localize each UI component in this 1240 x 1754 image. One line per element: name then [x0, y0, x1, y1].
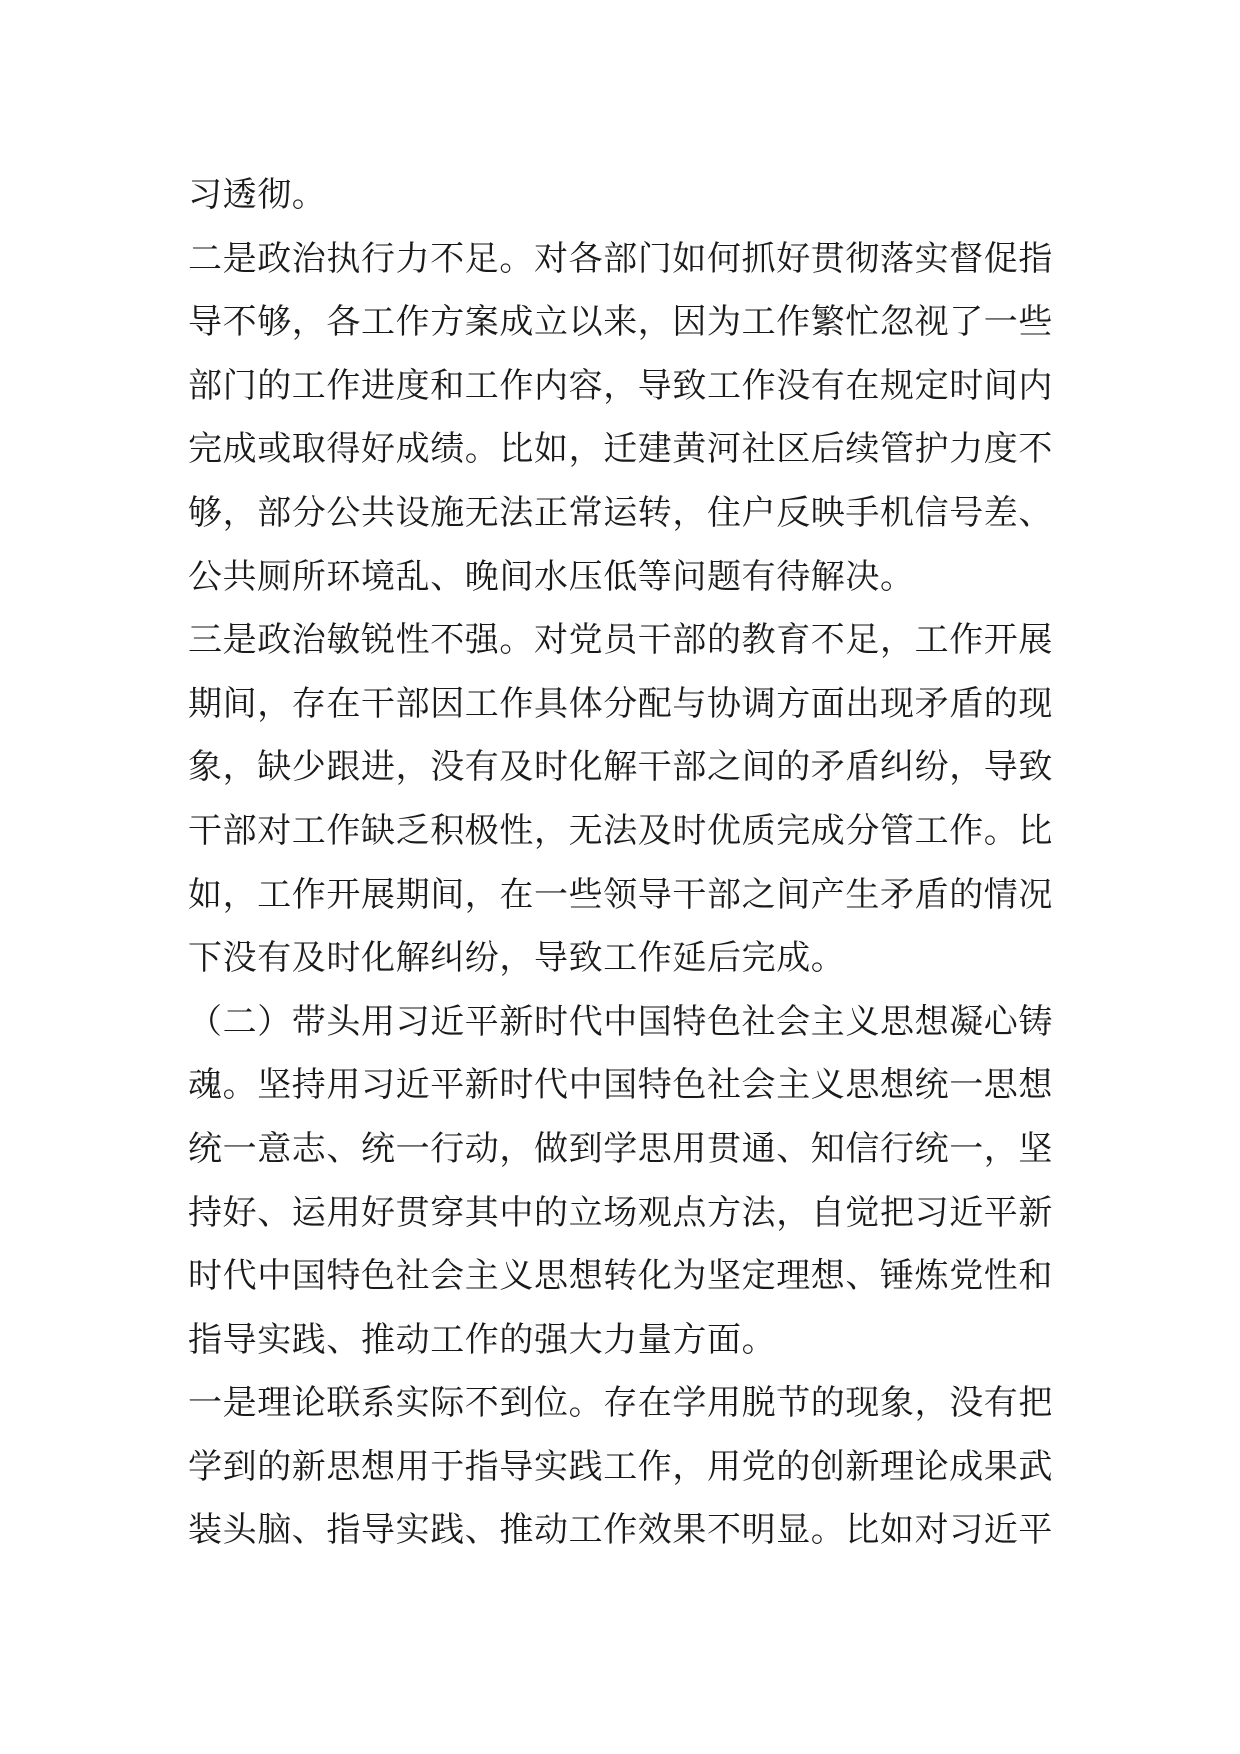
text-line: 三是政治敏锐性不强。对党员干部的教育不足，工作开展 [188, 620, 1053, 661]
text-line: 装头脑、指导实践、推动工作效果不明显。比如对习近平 [188, 1510, 1053, 1551]
text-line: 象，缺少跟进，没有及时化解干部之间的矛盾纠纷，导致 [188, 747, 1053, 788]
text-line: 导不够，各工作方案成立以来，因为工作繁忙忽视了一些 [188, 302, 1053, 343]
text-line: 部门的工作进度和工作内容，导致工作没有在规定时间内 [188, 365, 1053, 406]
text-line: 魂。坚持用习近平新时代中国特色社会主义思想统一思想 [188, 1065, 1053, 1106]
text-line: 持好、运用好贯穿其中的立场观点方法，自觉把习近平新 [188, 1192, 1053, 1233]
text-line: 统一意志、统一行动，做到学思用贯通、知信行统一，坚 [188, 1128, 1053, 1169]
text-line: （二）带头用习近平新时代中国特色社会主义思想凝心铸 [188, 1001, 1053, 1042]
text-line: 指导实践、推动工作的强大力量方面。 [188, 1319, 777, 1360]
text-line: 公共厕所环境乱、晚间水压低等问题有待解决。 [188, 556, 915, 597]
text-line: 期间，存在干部因工作具体分配与协调方面出现矛盾的现 [188, 683, 1053, 724]
text-line: 如，工作开展期间，在一些领导干部之间产生矛盾的情况 [188, 874, 1053, 915]
text-line: 够，部分公共设施无法正常运转，住户反映手机信号差、 [188, 492, 1053, 533]
document-body [188, 164, 1068, 1563]
text-line: 二是政治执行力不足。对各部门如何抓好贯彻落实督促指 [188, 238, 1053, 279]
text-line: 完成或取得好成绩。比如，迁建黄河社区后续管护力度不 [188, 429, 1053, 470]
text-line: 时代中国特色社会主义思想转化为坚定理想、锤炼党性和 [188, 1256, 1053, 1297]
text-line: 学到的新思想用于指导实践工作，用党的创新理论成果武 [188, 1446, 1053, 1487]
text-line: 习透彻。 [188, 175, 327, 215]
text-line: 一是理论联系实际不到位。存在学用脱节的现象，没有把 [188, 1383, 1053, 1424]
text-line: 干部对工作缺乏积极性，无法及时优质完成分管工作。比 [188, 810, 1053, 851]
text-line: 下没有及时化解纠纷，导致工作延后完成。 [188, 938, 846, 979]
